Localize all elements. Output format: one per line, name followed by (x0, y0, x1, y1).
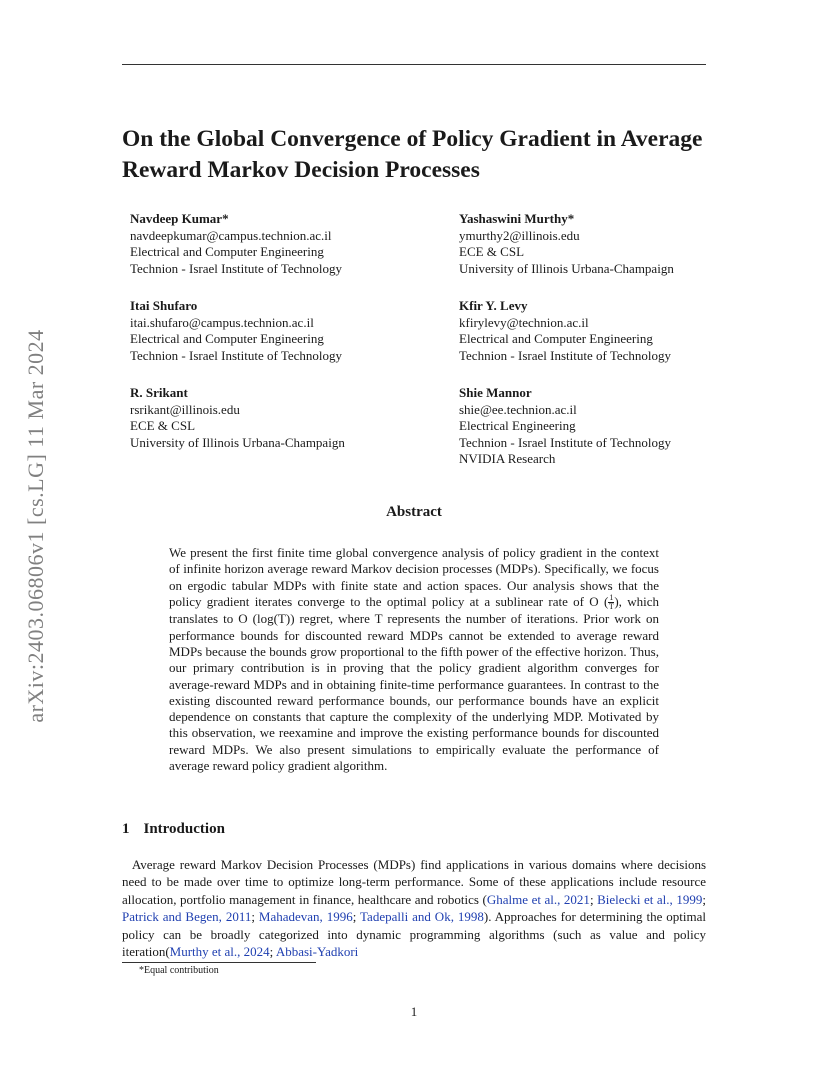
citation-link[interactable]: Mahadevan, 1996 (258, 909, 353, 925)
author-email: navdeepkumar@campus.technion.ac.il (130, 227, 332, 243)
author-name: Kfir Y. Levy (459, 298, 528, 313)
section-title: Introduction (143, 821, 225, 837)
author-block (459, 211, 674, 277)
abstract-heading: Abstract (386, 504, 442, 520)
abstract-text: We present the first finite time global convergence analysis of policy gradient in the context of infinite horizon average reward Markov decision processes (MDPs). Specifically, we focus on ergodic tabular MDPs with finite state and action spaces. Our analysis shows that the policy gradient iterates converge to the optimal policy at a sublinear rate of O (169, 545, 659, 609)
author-name: Shie Mannor (459, 385, 532, 400)
author-block (130, 385, 345, 451)
author-block (459, 385, 671, 468)
author-name: Itai Shufaro (130, 298, 198, 313)
author-affiliation: Technion - Israel Institute of Technology (459, 347, 672, 363)
author-affiliation: NVIDIA Research (459, 451, 556, 466)
author-email: itai.shufaro@campus.technion.ac.il (130, 314, 314, 330)
abstract-body: We present the first finite time global convergence analysis of policy gradient in the context of infinite horizon average reward Markov decision processes (MDPs). Specifically, we focus on ergodic tabular MDPs with finite state and action spaces. Our analysis shows that the policy gradient iterates converge to the optimal policy at a sublinear rate of O ( $\frac{1}{T}$ ), which translates to O (log(T)) regret, where T represents the number of iterations. Prior work on performance bounds for discounted reward MDPs cannot be extended to average reward MDPs because the bounds grow proportional to the fifth power of the effective horizon. Thus, our primary contribution is in proving that the policy gradient algorithm converges for average-reward MDPs and in obtaining finite-time performance guarantees. In contrast to the existing discounted reward performance bounds, our performance bounds have an explicit dependence on constants that capture the complexity of the underlying MDP. Motivated by this observation, we reexamine and improve the existing performance bounds for discounted reward MDPs. We also present simulations to empirically evaluate the performance of average reward policy gradient algorithm. (169, 545, 659, 774)
author-email: shie@ee.technion.ac.il (459, 401, 577, 417)
citation-link[interactable]: Tadepalli and Ok, 1998 (360, 909, 484, 925)
paper-title: On the Global Convergence of Policy Gradient in Average Reward Markov Decision Processes (122, 126, 703, 183)
citation-link[interactable]: Murthy et al., 2024 (169, 944, 270, 960)
author-email: rsrikant@illinois.edu (130, 401, 240, 417)
citation-link[interactable]: Abbasi-Yadkori (275, 944, 359, 960)
footnote: *Equal contribution (139, 965, 219, 976)
citation-link[interactable]: Ghalme et al., 2021 (486, 891, 590, 907)
citation-link[interactable]: Bielecki et al., 1999 (597, 891, 703, 907)
header-rule (122, 64, 706, 65)
arxiv-identifier: arXiv:2403.06806v1 [cs.LG] 11 Mar 2024 (23, 329, 48, 723)
fraction-numerator: 1 (609, 593, 614, 603)
arxiv-sidebar (22, 286, 50, 766)
intro-text: ). Approaches for determining the optimal policy can be broadly categorized into dynamic programming algorithms (such as value and policy iteration( (122, 909, 707, 960)
intro-paragraph: Average reward Markov Decision Processes (MDPs) find applications in various domains where decisions need to be made over time to optimize long-term performance. Some of these applications include resource allocation, portfolio management in finance, healthcare and robotics (Ghalme et al., 2021; Bielecki et al., 1999; Patrick and Begen, 2011; Mahadevan, 1996; Tadepalli and Ok, 1998). Approaches for determining the optimal policy can be broadly categorized into dynamic programming algorithms (such as value and policy iteration(Murthy et al., 2024; Abbasi-Yadkori (122, 857, 707, 960)
citation-link[interactable]: Patrick and Begen, 2011 (122, 909, 252, 925)
author-name: Navdeep Kumar* (130, 211, 229, 226)
author-affiliation: Technion - Israel Institute of Technology (130, 260, 343, 276)
author-name: R. Srikant (130, 385, 188, 400)
author-block (459, 298, 671, 364)
author-affiliation: Technion - Israel Institute of Technology (130, 347, 343, 363)
fraction-denominator: T (608, 602, 614, 612)
author-affiliation: Technion - Israel Institute of Technology (459, 434, 672, 450)
author-affiliation: Electrical and Computer Engineering (459, 331, 653, 346)
abstract-text: , which translates to O (log(T)) regret, where T represents the number of iterations. Prior work on performance bounds for discounted reward MDPs cannot be extended to average reward MDPs because the bounds grow proportional to the fifth power of the effective horizon. Thus, our primary contribution is in proving that the policy gradient algorithm converges for average-reward MDPs and in obtaining finite-time performance guarantees. In contrast to the existing discounted reward performance bounds, our performance bounds have an explicit dependence on constants that capture the complexity of the underlying MDP. Motivated by this observation, we reexamine and improve the existing performance bounds for discounted reward MDPs. We also present simulations to empirically evaluate the performance of average reward policy gradient algorithm. (169, 593, 659, 774)
author-affiliation: Electrical Engineering (459, 418, 576, 433)
author-name: Yashaswini Murthy* (459, 211, 575, 226)
author-affiliation: Electrical and Computer Engineering (130, 331, 324, 346)
author-affiliation: Electrical and Computer Engineering (130, 244, 324, 259)
author-affiliation: University of Illinois Urbana-Champaign (130, 434, 345, 450)
footnote-rule (122, 962, 316, 963)
author-email: kfirylevy@technion.ac.il (459, 314, 589, 330)
author-block (130, 211, 342, 277)
section-number: 1 (122, 821, 130, 837)
author-affiliation: University of Illinois Urbana-Champaign (459, 260, 674, 276)
fraction (608, 594, 614, 611)
author-email: ymurthy2@illinois.edu (459, 227, 580, 243)
section-heading (122, 821, 225, 838)
intro-text: Average reward Markov Decision Processes (MDPs) find applications in various domains where decisions need to be made over time to optimize long-term performance. Some of these applications include resource allocation, portfolio management in finance, healthcare and robotics ( (122, 857, 707, 907)
author-affiliation: ECE & CSL (130, 418, 196, 433)
author-block (130, 298, 342, 364)
page-number: 1 (410, 1004, 418, 1019)
author-affiliation: ECE & CSL (459, 244, 525, 259)
